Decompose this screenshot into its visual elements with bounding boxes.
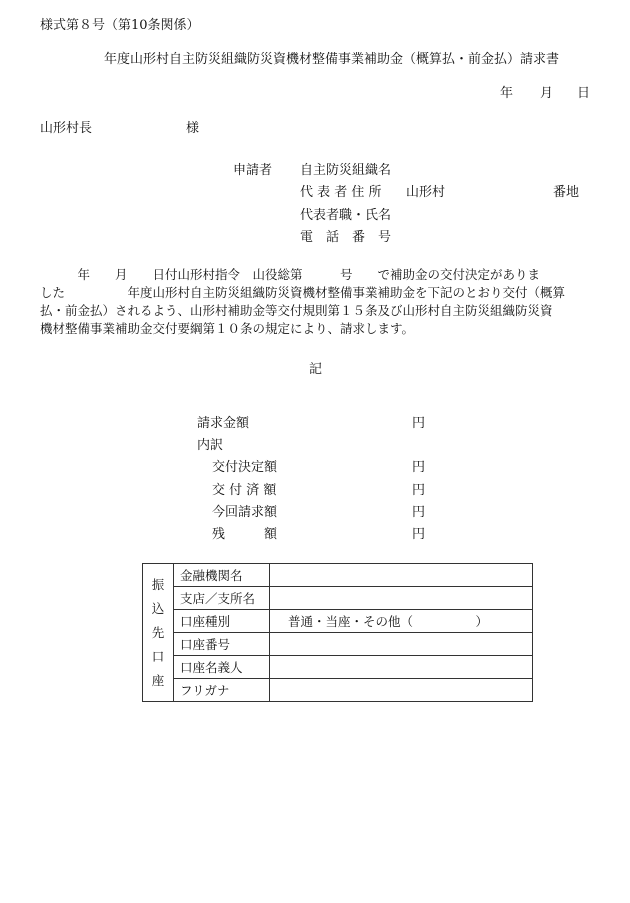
- yen-unit: 円: [412, 527, 426, 542]
- table-row: [143, 656, 533, 679]
- table-row: [143, 633, 533, 656]
- table-row: [143, 610, 533, 633]
- yen-unit: 円: [412, 460, 426, 475]
- table-row: [143, 679, 533, 702]
- account-type-label: 口座種別: [174, 610, 270, 633]
- account-holder-field[interactable]: [270, 656, 533, 679]
- furigana-label: フリガナ: [174, 679, 270, 702]
- account-number-field[interactable]: [270, 633, 533, 656]
- ki-heading: 記: [309, 362, 323, 377]
- request-amount-label: 請求金額: [197, 416, 250, 431]
- side-char: 口: [151, 648, 165, 664]
- account-holder-label: 口座名義人: [174, 656, 270, 679]
- yen-unit: 円: [412, 483, 426, 498]
- rep-address-banchi: 番地: [553, 185, 580, 200]
- side-char: 座: [151, 672, 165, 688]
- bank-name-label: 金融機関名: [174, 564, 270, 587]
- body-line: した 年度山形村自主防災組織防災資機材整備事業補助金を下記のとおり交付（概算: [40, 285, 566, 300]
- current-request-label: 今回請求額: [212, 505, 278, 520]
- breakdown-label: 内訳: [197, 438, 224, 453]
- body-line: 年 月 日付山形村指令 山役総第 号 で補助金の交付決定がありま: [40, 267, 541, 282]
- table-row: [143, 564, 533, 587]
- branch-name-label: 支店／支所名: [174, 587, 270, 610]
- document-title: 年度山形村自主防災組織防災資機材整備事業補助金（概算払・前金払）請求書: [104, 52, 560, 67]
- yen-unit: 円: [412, 505, 426, 520]
- addressee-name: 山形村長: [40, 121, 93, 136]
- applicant-label: 申請者: [233, 163, 273, 178]
- body-line: 払・前金払）されるよう、山形村補助金等交付規則第１５条及び山形村自主防災組織防災資: [40, 303, 553, 318]
- body-line: 機材整備事業補助金交付要綱第１０条の規定により、請求します。: [40, 321, 415, 336]
- bank-account-table: [142, 563, 533, 702]
- remaining-amount-label: 残 額: [212, 527, 278, 542]
- side-char: 振: [151, 576, 165, 592]
- side-char: 込: [151, 600, 165, 616]
- date-month: 月: [540, 86, 554, 101]
- account-type-field[interactable]: 普通・当座・その他（ ）: [270, 610, 533, 633]
- paid-amount-label: 交 付 済 額: [212, 483, 277, 498]
- rep-address-village: 山形村: [406, 185, 446, 200]
- rep-name-label: 代表者職・氏名: [300, 208, 392, 223]
- table-row: [143, 587, 533, 610]
- furigana-field[interactable]: [270, 679, 533, 702]
- addressee-honorific: 様: [186, 121, 200, 136]
- branch-name-field[interactable]: [270, 587, 533, 610]
- bank-side-label: [143, 564, 174, 702]
- decided-amount-label: 交付決定額: [212, 460, 278, 475]
- org-name-label: 自主防災組織名: [300, 163, 392, 178]
- date-year: 年: [500, 86, 514, 101]
- account-number-label: 口座番号: [174, 633, 270, 656]
- phone-label: 電 話 番 号: [300, 230, 392, 245]
- form-number: 様式第８号（第10条関係）: [40, 18, 200, 33]
- bank-name-field[interactable]: [270, 564, 533, 587]
- side-char: 先: [151, 624, 165, 640]
- date-day: 日: [577, 86, 591, 101]
- yen-unit: 円: [412, 416, 426, 431]
- rep-address-label: 代 表 者 住 所: [300, 185, 382, 200]
